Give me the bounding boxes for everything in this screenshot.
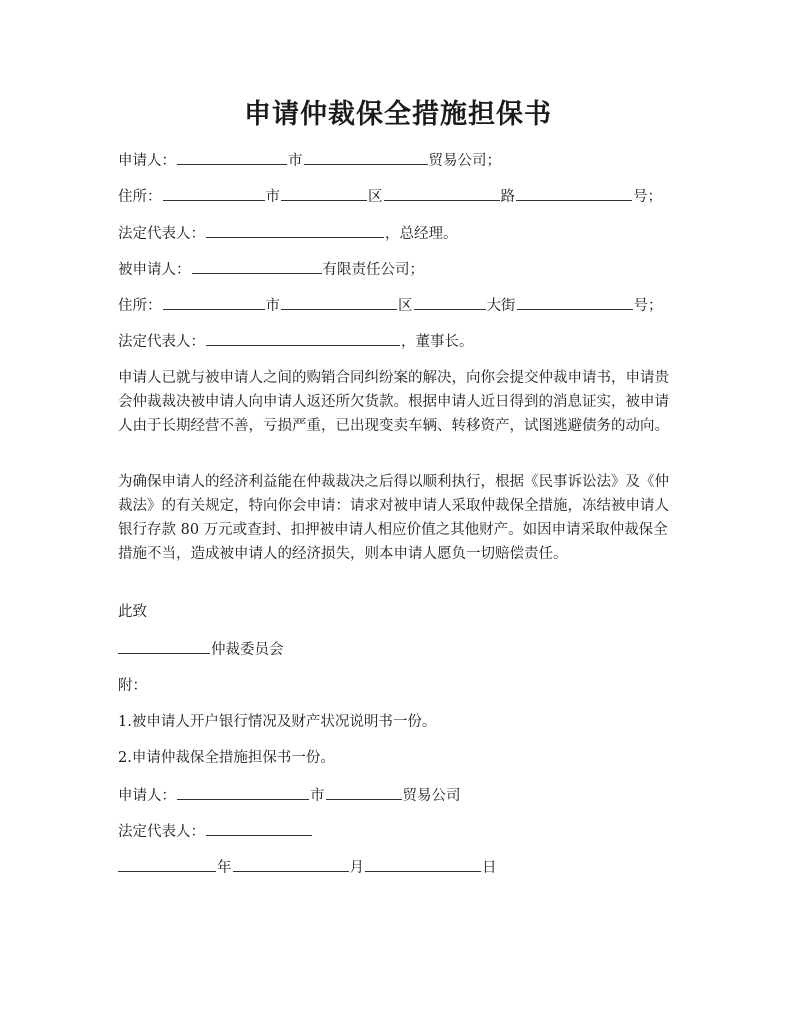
rep-title: ，董事长。 bbox=[401, 334, 474, 350]
district-suffix: 区 bbox=[368, 189, 383, 205]
blank-field[interactable] bbox=[163, 296, 265, 310]
district-suffix: 区 bbox=[398, 298, 413, 314]
applicant-label: 申请人： bbox=[118, 788, 176, 804]
applicant-rep-line bbox=[118, 224, 688, 243]
company-suffix: 贸易公司； bbox=[428, 153, 501, 169]
company-suffix: 贸易公司 bbox=[402, 788, 461, 804]
blank-field[interactable] bbox=[206, 332, 400, 346]
blank-field[interactable] bbox=[163, 187, 265, 201]
respondent-label: 被申请人： bbox=[118, 262, 191, 278]
number-suffix: 号； bbox=[633, 298, 663, 314]
blank-field[interactable] bbox=[118, 858, 216, 872]
street-suffix: 大街 bbox=[486, 298, 516, 314]
address-label: 住所： bbox=[118, 189, 162, 205]
blank-field[interactable] bbox=[304, 151, 428, 165]
blank-field[interactable] bbox=[516, 187, 632, 201]
rep-label: 法定代表人： bbox=[118, 226, 205, 242]
city-suffix: 市 bbox=[265, 189, 280, 205]
city-suffix: 市 bbox=[288, 153, 303, 169]
blank-field[interactable] bbox=[118, 640, 210, 654]
blank-field[interactable] bbox=[177, 786, 309, 800]
applicant-line bbox=[118, 151, 688, 170]
date-line bbox=[118, 858, 688, 877]
city-suffix: 市 bbox=[265, 298, 280, 314]
applicant-address-line bbox=[118, 187, 688, 206]
road-suffix: 路 bbox=[500, 189, 515, 205]
blank-field[interactable] bbox=[326, 786, 402, 800]
respondent-address-line bbox=[118, 296, 688, 315]
year-suffix: 年 bbox=[217, 860, 232, 876]
attachment-item-1: 1.被申请人开户银行情况及财产状况说明书一份。 bbox=[118, 714, 437, 730]
month-suffix: 月 bbox=[349, 860, 364, 876]
signature-applicant-line bbox=[118, 786, 688, 805]
paragraph-2: 为确保申请人的经济利益能在仲裁裁决之后得以顺利执行，根据《民事诉讼法》及《仲裁法》的有关规定，特向你会申请：请求对被申请人采取仲裁保全措施，冻结被申请人银行存款 80 万元或查封、扣押被申请人相应价值之其他财产。如因申请采取仲裁保全措施不当，造成被申请人的经济损失，则本申请人愿负一切赔偿责任。 bbox=[118, 474, 669, 562]
city-suffix: 市 bbox=[310, 788, 325, 804]
respondent-line bbox=[118, 260, 688, 279]
signature-rep-line bbox=[118, 822, 688, 841]
blank-field[interactable] bbox=[192, 260, 322, 274]
applicant-label: 申请人： bbox=[118, 153, 176, 169]
committee-suffix: 仲裁委员会 bbox=[211, 642, 284, 658]
number-suffix: 号； bbox=[633, 189, 662, 205]
blank-field[interactable] bbox=[281, 187, 367, 201]
paragraph-1: 申请人已就与被申请人之间的购销合同纠纷案的解决，向你会提交仲裁申请书，申请贵会仲裁裁决被申请人向申请人返还所欠货款。根据申请人近日得到的消息证实，被申请人由于长期经营不善，亏损严重，已出现变卖车辆、转移资产，试图逃避债务的动向。 bbox=[118, 370, 669, 434]
blank-field[interactable] bbox=[517, 296, 633, 310]
respondent-rep-line bbox=[118, 332, 688, 351]
blank-field[interactable] bbox=[384, 187, 500, 201]
blank-field[interactable] bbox=[177, 151, 287, 165]
rep-label: 法定代表人： bbox=[118, 334, 205, 350]
blank-field[interactable] bbox=[206, 224, 384, 238]
rep-title: ，总经理。 bbox=[385, 226, 458, 242]
committee-line bbox=[118, 640, 688, 659]
company-suffix: 有限责任公司； bbox=[322, 262, 424, 278]
blank-field[interactable] bbox=[414, 296, 486, 310]
document-title: 申请仲裁保全措施担保书 bbox=[244, 99, 552, 130]
blank-field[interactable] bbox=[365, 858, 481, 872]
blank-field[interactable] bbox=[281, 296, 397, 310]
blank-field[interactable] bbox=[233, 858, 349, 872]
attachment-label: 附： bbox=[118, 678, 147, 694]
attachment-item-2: 2.申请仲裁保全措施担保书一份。 bbox=[118, 750, 335, 766]
address-label: 住所： bbox=[118, 298, 162, 314]
day-suffix: 日 bbox=[482, 860, 497, 876]
closing: 此致 bbox=[118, 604, 147, 620]
blank-field[interactable] bbox=[206, 822, 312, 836]
rep-label: 法定代表人： bbox=[118, 824, 205, 840]
